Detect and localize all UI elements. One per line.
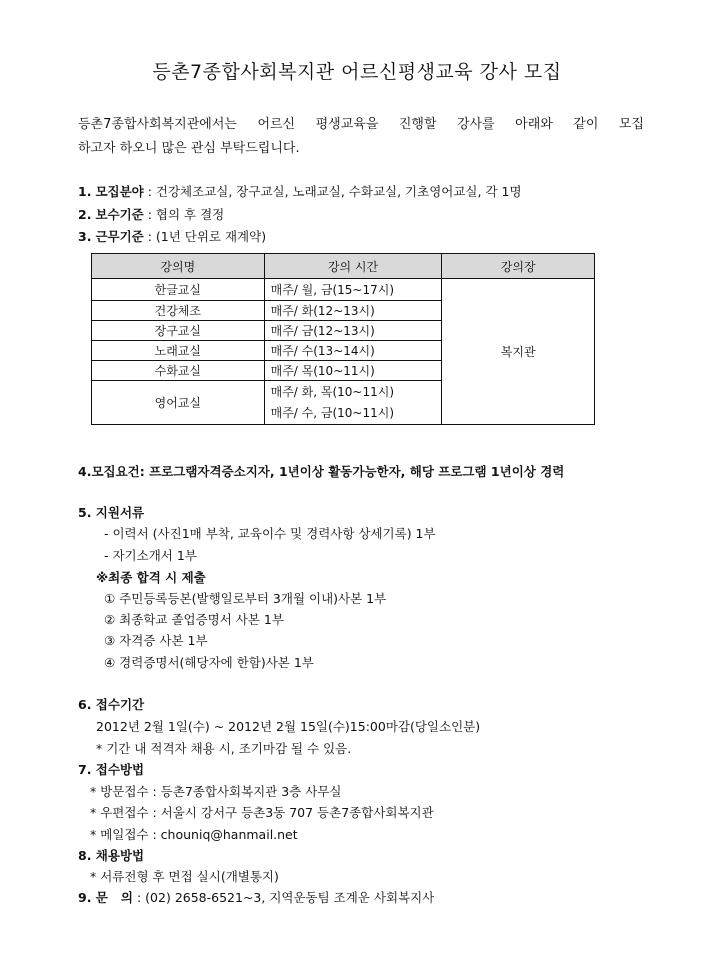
list-item: ③ 자격증 사본 1부: [104, 633, 208, 648]
hiring-heading: 8. 채용방법: [78, 848, 145, 863]
item-pay-num: 2.: [78, 207, 92, 222]
item-field-label: 모집분야: [95, 184, 144, 199]
intro-line-2: 하고자 하오니 많은 관심 부탁드립니다.: [78, 141, 300, 156]
schedule-table: [91, 253, 595, 425]
item-term-label: 근무기준: [95, 229, 144, 244]
period-heading: 6. 접수기간: [78, 697, 145, 712]
item-pay: [78, 205, 224, 223]
item-term-num: 3.: [78, 229, 92, 244]
period-dates: 2012년 2월 1일(수) ~ 2012년 2월 15일(수)15:00마감(당일소인분): [96, 719, 481, 734]
requirement: 4.모집요건: 프로그램자격증소지자, 1년이상 활동가능한자, 해당 프로그램 1년이상 경력: [78, 464, 565, 479]
class-name: 장구교실: [92, 321, 265, 341]
list-item: - 이력서 (사진1매 부착, 교육이수 및 경력사항 상세기록) 1부: [104, 526, 436, 541]
table-row: [92, 279, 595, 301]
header-class-place: 강의장: [442, 254, 595, 279]
class-time: 매주/ 화(12~13시): [264, 301, 442, 321]
table-header-row: [92, 254, 595, 279]
class-name: 한글교실: [92, 279, 265, 301]
class-time: 매주/ 수(13~14시): [264, 341, 442, 361]
list-item: - 자기소개서 1부: [104, 548, 197, 563]
class-time: 매주/ 목(10~11시): [264, 361, 442, 381]
class-name: 영어교실: [92, 381, 265, 425]
intro-line-1: 등촌7종합사회복지관에서는 어르신 평생교육을 진행할 강사를 아래와 같이 모집: [78, 117, 644, 132]
intro-paragraph: [78, 113, 644, 161]
list-item: ④ 경력증명서(해당자에 한함)사본 1부: [104, 655, 314, 670]
documents-heading: 5. 지원서류: [78, 505, 145, 520]
item-term: [78, 227, 266, 245]
header-class-time: 강의 시간: [264, 254, 442, 279]
class-time-line-2: 매주/ 수, 금(10~11시): [270, 405, 395, 420]
contact: [78, 888, 434, 906]
item-term-value: : (1년 단위로 재계약): [143, 229, 267, 244]
period-note: * 기간 내 적격자 채용 시, 조기마감 될 수 있음.: [96, 741, 352, 756]
list-item: * 우편접수 : 서울시 강서구 등촌3동 707 등촌7종합사회복지관: [90, 805, 434, 820]
class-name: 노래교실: [92, 341, 265, 361]
page-title: 등촌7종합사회복지관 어르신평생교육 강사 모집: [152, 61, 562, 83]
class-name: 건강체조: [92, 301, 265, 321]
hiring-item: * 서류전형 후 면접 실시(개별통지): [90, 869, 279, 884]
class-name: 수화교실: [92, 361, 265, 381]
list-item: ① 주민등록등본(발행일로부터 3개월 이내)사본 1부: [104, 591, 387, 606]
list-item: * 메일접수 : chouniq@hanmail.net: [90, 827, 298, 842]
list-item: ② 최종학교 졸업증명서 사본 1부: [104, 612, 284, 627]
final-submission-heading: ※최종 합격 시 제출: [96, 570, 206, 585]
class-time-line-1: 매주/ 화, 목(10~11시): [270, 384, 395, 399]
item-pay-value: : 협의 후 결정: [143, 207, 225, 222]
class-place: 복지관: [442, 279, 595, 425]
class-time: [264, 381, 442, 425]
class-time: 매주/ 월, 금(15~17시): [264, 279, 442, 301]
contact-label: 9. 문 의: [78, 890, 134, 905]
list-item: * 방문접수 : 등촌7종합사회복지관 3층 사무실: [90, 784, 342, 799]
contact-value: : (02) 2658-6521~3, 지역운동팀 조계운 사회복지사: [137, 890, 435, 905]
item-pay-label: 보수기준: [95, 207, 144, 222]
item-field-num: 1.: [78, 184, 92, 199]
method-heading: 7. 접수방법: [78, 762, 145, 777]
item-field: [78, 182, 522, 200]
header-class-name: 강의명: [92, 254, 265, 279]
item-field-value: : 건강체조교실, 장구교실, 노래교실, 수화교실, 기초영어교실, 각 1명: [143, 184, 522, 199]
class-time: 매주/ 금(12~13시): [264, 321, 442, 341]
